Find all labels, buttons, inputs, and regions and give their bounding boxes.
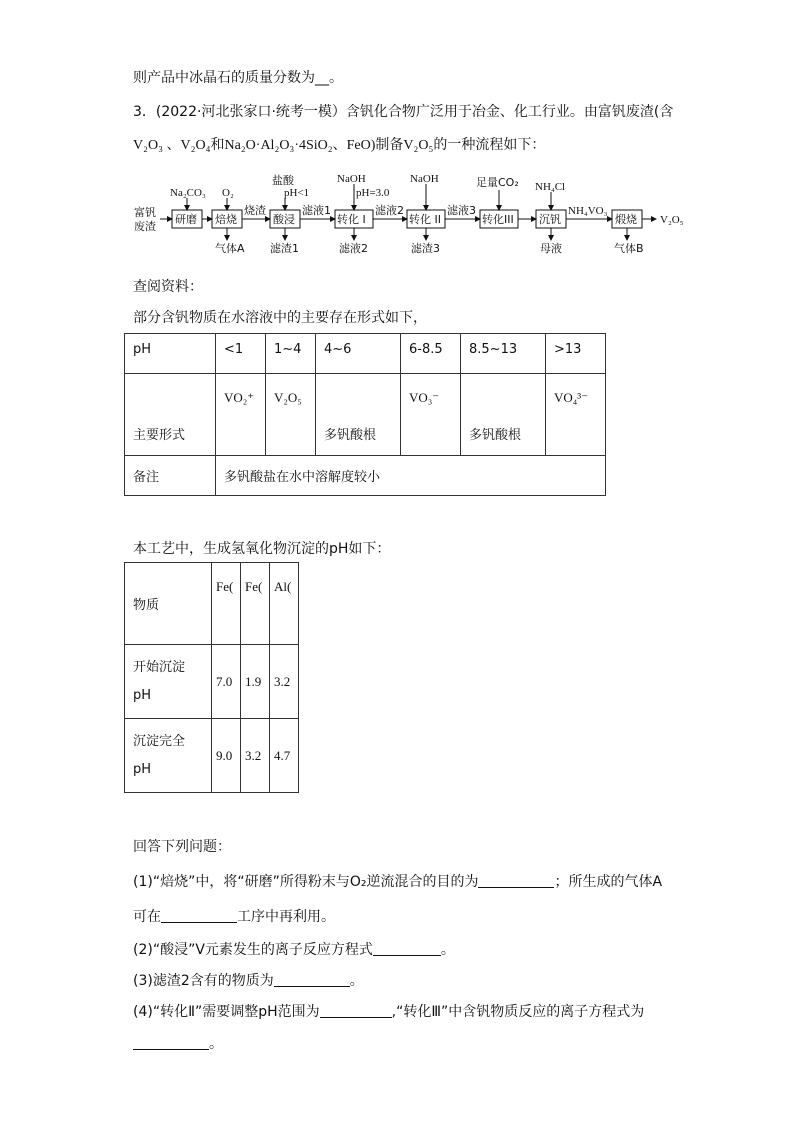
vanadium-species-table xyxy=(124,333,606,496)
step-precipitate: 沉钒 xyxy=(539,213,561,226)
table1-note: 多钒酸盐在水中溶解度较小 xyxy=(216,456,606,496)
table1-caption: 部分含钒物质在水溶液中的主要存在形式如下， xyxy=(133,310,427,326)
byproduct-gas-b: 气体B xyxy=(614,242,644,255)
table1-ph-range: 1~4 xyxy=(266,334,316,374)
q4-text-c: 。 xyxy=(209,1036,223,1052)
table1-ph-range: 8.5~13 xyxy=(461,334,546,374)
table2-header-label: 物质 xyxy=(125,563,212,645)
table2-complete-label-a: 沉淀完全 xyxy=(133,733,186,749)
process-flowchart xyxy=(130,168,690,260)
table1-ph-range: 4~6 xyxy=(316,334,401,374)
q1-answer-blank-1[interactable] xyxy=(478,873,554,888)
table1-ph-range: <1 xyxy=(216,334,266,374)
table2-start-value: 1.9 xyxy=(241,645,270,719)
question-3-line-1: 3．(2022·河北张家口·统考一模）含钒化合物广泛用于冶金、化工行业。由富钒废渣(含 xyxy=(133,104,674,120)
stream-nh4vo3: NH₄VO₃ xyxy=(568,205,608,217)
table2-complete-value: 4.7 xyxy=(270,719,299,793)
q1-answer-blank-2[interactable] xyxy=(161,908,237,923)
step-calcine: 煅烧 xyxy=(615,213,637,226)
reagent-hcl: 盐酸 xyxy=(272,174,294,187)
q4-text-a: (4)“转化Ⅱ”需要调整pH范围为 xyxy=(133,1004,320,1020)
reagent-ph-3: pH=3.0 xyxy=(356,187,390,199)
question-2 xyxy=(133,939,455,959)
product-v2o5: V₂O₅ xyxy=(660,214,684,226)
q1-text-a: (1)“焙烧”中，将“研磨”所得粉末与O₂逆流混合的目的为 xyxy=(133,874,479,890)
table2-complete-value: 9.0 xyxy=(212,719,241,793)
table1-form: 多钒酸根 xyxy=(461,374,546,456)
q3-text-a: (3)滤渣2含有的物质为 xyxy=(133,973,274,989)
start-label-2: 废渣 xyxy=(134,220,156,233)
q4-answer-blank-1[interactable] xyxy=(320,1003,392,1018)
table1-form: VO₄³⁻ xyxy=(546,374,606,456)
question-3 xyxy=(133,970,364,990)
reagent-o2: O₂ xyxy=(222,187,234,199)
question-3-line-2: V₂O₃ 、V₂O₄和Na₂O·Al₂O₃·4SiO₂、FeO)制备V₂O₅的一种流程如下： xyxy=(133,138,546,153)
start-label-1: 富钒 xyxy=(134,206,156,219)
table1-ph-range: 6-8.5 xyxy=(401,334,461,374)
reagent-ph-lt-1: pH<1 xyxy=(284,187,310,199)
question-4-line-2 xyxy=(133,1033,223,1053)
stream-filtrate-2: 滤液2 xyxy=(375,204,404,217)
table2-substance: Fe( xyxy=(241,563,270,645)
table1-form: 多钒酸根 xyxy=(316,374,401,456)
q1-text-b: ；所生成的气体A xyxy=(554,874,663,890)
q3-answer-blank[interactable] xyxy=(274,972,350,987)
table2-start-value: 3.2 xyxy=(270,645,299,719)
table1-form: VO₂⁺ xyxy=(216,374,266,456)
reagent-nh4cl: NH₄Cl xyxy=(535,181,566,193)
table2-caption: 本工艺中，生成氢氧化物沉淀的pH如下： xyxy=(133,541,391,557)
reagent-co2: 足量CO₂ xyxy=(476,176,519,189)
table2-substance: Fe( xyxy=(212,563,241,645)
table1-ph-range: >13 xyxy=(546,334,606,374)
byproduct-mother-liquor: 母液 xyxy=(540,242,562,255)
q4-answer-blank-2[interactable] xyxy=(133,1035,209,1050)
answer-intro: 回答下列问题： xyxy=(133,839,231,855)
table2-complete-value: 3.2 xyxy=(241,719,270,793)
table2-start-label-a: 开始沉淀 xyxy=(133,659,186,675)
previous-answer-line: 则产品中冰晶石的质量分数为__。 xyxy=(133,70,343,86)
stream-roast-residue: 烧渣 xyxy=(244,204,266,217)
table2-substance: Al( xyxy=(270,563,299,645)
q3-text-b: 。 xyxy=(349,973,364,989)
stream-filtrate-3: 滤液3 xyxy=(447,204,476,217)
byproduct-residue-3: 滤渣3 xyxy=(411,242,440,255)
reagent-naoh-1: NaOH xyxy=(337,173,366,185)
table2-start-label xyxy=(125,645,212,719)
step-roast: 焙烧 xyxy=(215,213,237,226)
table1-form-label: 主要形式 xyxy=(125,374,216,456)
q2-text-a: (2)“酸浸”V元素发生的离子反应方程式 xyxy=(133,942,373,958)
step-grind: 研磨 xyxy=(175,213,197,226)
lookup-title: 查阅资料： xyxy=(133,279,203,295)
stream-filtrate-1: 滤液1 xyxy=(302,204,331,217)
reagent-naoh-2: NaOH xyxy=(410,173,439,185)
step-convert-1: 转化 I xyxy=(337,213,366,226)
q1-text-c: 可在 xyxy=(133,909,161,925)
byproduct-gas-a: 气体A xyxy=(215,242,245,255)
table2-start-value: 7.0 xyxy=(212,645,241,719)
q1-text-d: 工序中再利用。 xyxy=(237,909,335,925)
question-1-line-2 xyxy=(133,906,335,926)
table1-note-label: 备注 xyxy=(125,456,216,496)
q2-text-b: 。 xyxy=(440,942,455,958)
step-convert-3: 转化III xyxy=(482,213,514,226)
table1-form: V₂O₅ xyxy=(266,374,316,456)
step-convert-2: 转化 II xyxy=(409,213,441,226)
q4-text-b: ,“转化Ⅲ”中含钒物质反应的离子方程式为 xyxy=(391,1004,645,1020)
question-4-line-1 xyxy=(133,1001,644,1021)
table2-complete-label xyxy=(125,719,212,793)
question-1-line-1 xyxy=(133,871,662,891)
hydroxide-precipitation-table xyxy=(124,562,299,793)
byproduct-residue-1: 滤渣1 xyxy=(270,242,299,255)
table1-ph-label: pH xyxy=(125,334,216,374)
table1-form: VO₃⁻ xyxy=(401,374,461,456)
reagent-na2co3: Na₂CO₃ xyxy=(170,187,206,199)
q2-answer-blank[interactable] xyxy=(373,941,441,956)
table2-complete-label-b: pH xyxy=(133,761,152,777)
byproduct-filtrate-2: 滤液2 xyxy=(339,242,368,255)
step-leach: 酸浸 xyxy=(273,213,295,226)
table2-start-label-b: pH xyxy=(133,687,152,703)
